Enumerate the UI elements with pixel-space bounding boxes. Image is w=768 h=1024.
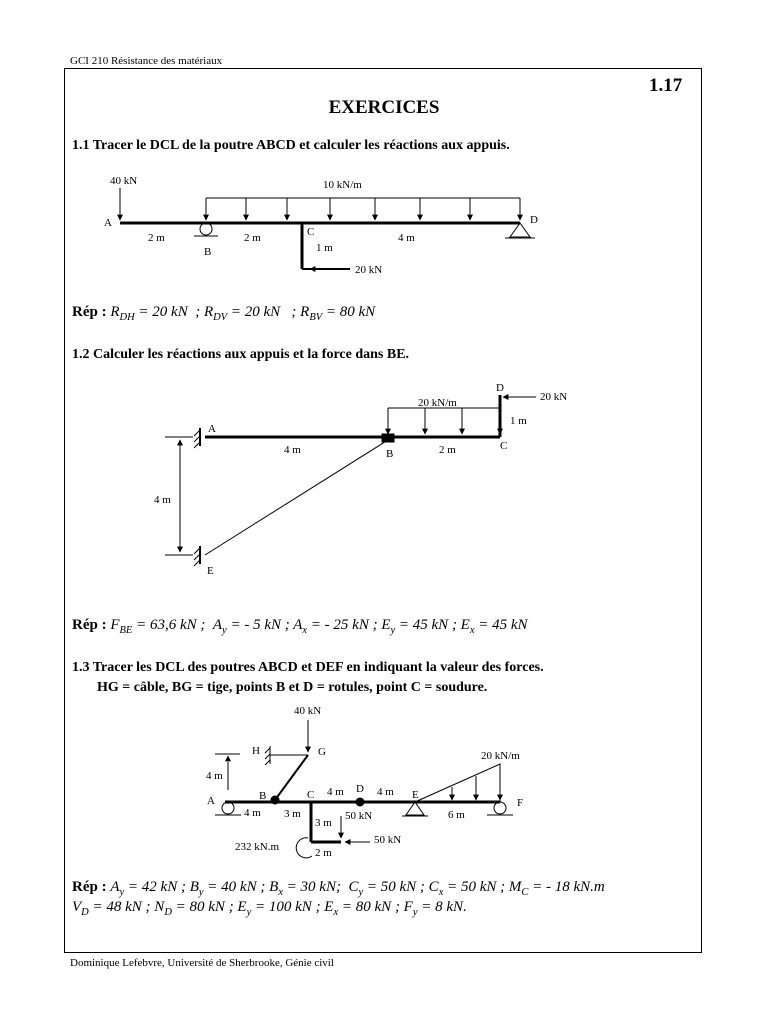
ex2-lbl-2m: 2 m [439,444,456,456]
ex2-lbl-c: C [500,440,508,452]
page-number: 1.17 [649,75,683,96]
ex3-answer-text-1: $A_y = 42$ kN ; $B_y = 40$ kN ; $B_x = 30$ kN; $C_y = 50$ kN ; $C_x = 50$ kN ; $M_C$ = - 18 kN.m [110,879,605,898]
ex1-lbl-20kn: 20 kN [355,264,383,276]
ex3-answer-line2 [72,899,467,918]
ex1-lbl-d: D [530,214,538,226]
ex3-answer-text-2: $V_D = 48$ kN ; $N_D = 80$ kN ; $E_y = 100$ kN ; $E_x = 80$ kN ; $F_y = 8$ kN. [72,899,467,918]
ex3-lbl-f: F [517,797,524,809]
ex3-lbl-50kn-down: 50 kN [345,810,373,822]
ex2-lbl-20knm: 20 kN/m [418,397,457,409]
ex3-lbl-d: D [356,783,364,795]
ex3-lbl-4m-de: 4 m [377,786,394,798]
ex2-lbl-4m-ae: 4 m [154,494,171,506]
ex3-question-line1: 1.3 Tracer les DCL des poutres ABCD et DEF en indiquant la valeur des forces. [72,660,544,675]
course-header: GCI 210 Résistance des matériaux [70,55,223,67]
roller-f [494,802,506,814]
ex3-lbl-e: E [412,789,419,801]
ex1-lbl-c: C [307,226,315,238]
ex1-lbl-2m-a: 2 m [148,232,165,244]
ex1-lbl-4m: 4 m [398,232,415,244]
pin-e [406,802,424,815]
ex1-lbl-a: A [104,217,112,229]
ex3-lbl-4m-ab: 4 m [244,807,261,819]
ex2-lbl-4m-ab: 4 m [284,444,301,456]
ex1-lbl-40kn: 40 kN [110,175,138,187]
ex3-lbl-b: B [259,790,267,802]
ex3-lbl-4m-v: 4 m [206,770,223,782]
ex2-answer-text: $F_{BE} = 63,6$ kN ; $A_y$ = - 5 kN ; $A_x$ = - 25 kN ; $E_y = 45$ kN ; $E_x = 45$ kN [110,617,528,636]
footer: Dominique Lefebvre, Université de Sherbrooke, Génie civil [70,957,334,969]
ex3-lbl-40kn: 40 kN [294,705,322,717]
roller-a [222,802,234,814]
ex3-lbl-4m-cd: 4 m [327,786,344,798]
ex2-lbl-a: A [208,423,216,435]
ex3-lbl-moment: 232 kN.m [235,841,279,853]
ex3-lbl-2m: 2 m [315,847,332,859]
ex1-lbl-b: B [204,246,212,258]
ex3-lbl-20knm: 20 kN/m [481,750,520,762]
ex2-lbl-d: D [496,382,504,394]
ex2-lbl-20kn: 20 kN [540,391,568,403]
ex3-lbl-h: H [252,745,260,757]
ex2-lbl-e: E [207,565,214,577]
ex3-lbl-50kn-left: 50 kN [374,834,402,846]
rod-bg [275,755,308,800]
ex1-answer: Rép : $R_{DH} = 20$ kN ; $R_{DV} = 20$ kN ; $R_{BV} = 80$ kN [72,304,376,323]
ex3-lbl-3m-bc: 3 m [284,808,301,820]
ex2-question: 1.2 Calculer les réactions aux appuis et la force dans BE. [72,347,410,362]
ex3-lbl-a: A [207,795,215,807]
ex3-answer-line1: Rép : $A_y = 42$ kN ; $B_y = 40$ kN ; $B_x = 30$ kN; $C_y = 50$ kN ; $C_x = 50$ kN ; $M_C$ = - 18 kN.m [72,879,605,898]
ex1-lbl-1m: 1 m [316,242,333,254]
ex3-lbl-6m: 6 m [448,809,465,821]
ex3-lbl-g: G [318,746,326,758]
ex1-lbl-10knm: 10 kN/m [323,179,362,191]
ex3-question-line2: HG = câble, BG = tige, points B et D = rotules, point C = soudure. [97,680,488,695]
ex1-lbl-2m-b: 2 m [244,232,261,244]
ex3-lbl-3m-arm: 3 m [315,817,332,829]
ex3-lbl-c: C [307,789,315,801]
ex2-lbl-b: B [386,448,394,460]
hinge-d [356,798,364,806]
ex2-answer: Rép : $F_{BE} = 63,6$ kN ; $A_y$ = - 5 kN ; $A_x$ = - 25 kN ; $E_y = 45$ kN ; $E_x = 45$ kN [72,617,528,636]
ex2-lbl-1m: 1 m [510,415,527,427]
triangular-load [415,764,500,802]
ex1-question: 1.1 Tracer le DCL de la poutre ABCD et calculer les réactions aux appuis. [72,138,510,153]
page-title: EXERCICES [328,97,440,118]
ex1-answer-text: $R_{DH} = 20$ kN ; $R_{DV} = 20$ kN ; $R_{BV} = 80$ kN [110,304,376,323]
